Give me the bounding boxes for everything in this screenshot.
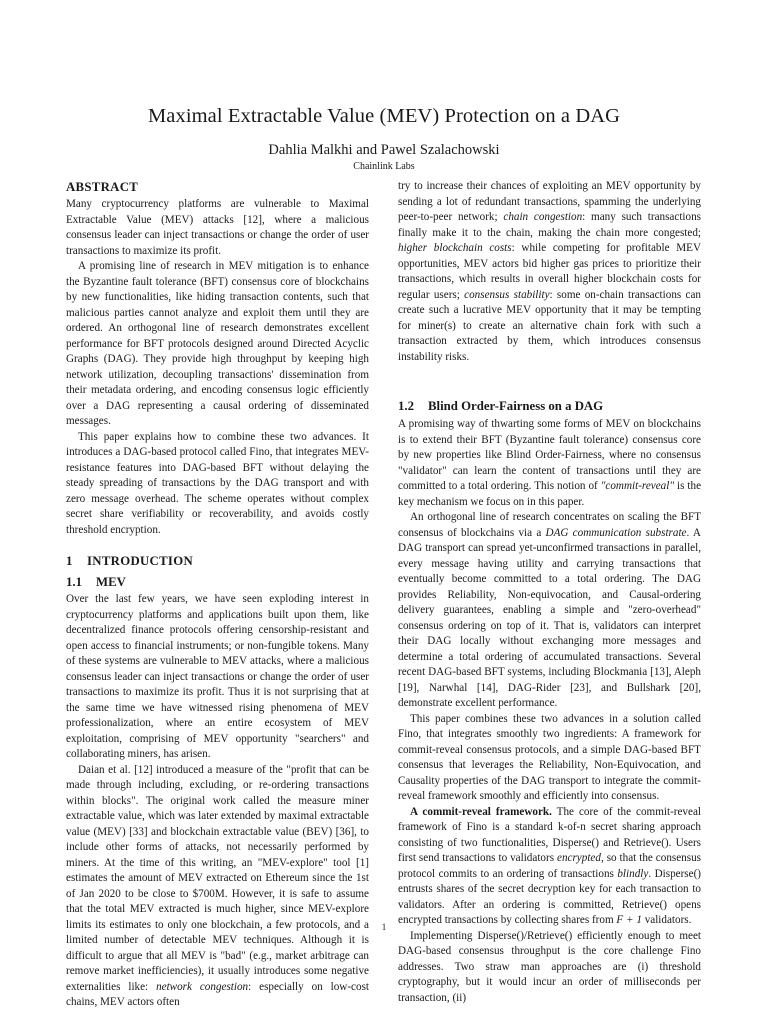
subsection-title: MEV [96, 575, 126, 589]
subsection-heading-mev [66, 574, 369, 591]
emphasis-text: DAG communication substrate [545, 526, 687, 539]
paragraph-lead: A commit-reveal framework. [410, 805, 552, 818]
body-paragraph: try to increase their chances of exploiting an MEV opportunity by sending a lot of redundant transactions, spamming the underlying peer-to-peer network; chain congestion: many such transactions finally make it to the chain, making the chain more congested; higher blockchain costs: while competing for profitable MEV opportunities, MEV actors bid higher gas prices to prioritize their transactions, which results in overall higher blockchain costs for regular users; consensus stability: some on-chain transactions can create such a lucrative MEV opportunity that it may be tempting for miner(s) to create an alternative chain fork with such a transaction extracted by them, which introduces consensus instability risks. [398, 180, 701, 363]
emphasis-text: network congestion [156, 980, 249, 993]
emphasis-text: chain congestion [503, 211, 583, 223]
subsection-number: 1.2 [398, 399, 414, 413]
abstract-paragraph: This paper explains how to combine these two advances. It introduces a DAG-based protocol called Fino, that integrates MEV-resistance features into DAG-based BFT without delaying the steady spreading of transactions by the DAG transport and with zero message overhead. The scheme operates without complex secret share verifiability or recoverability, and avoids costly threshold encryption. [66, 430, 369, 536]
page-number: 1 [381, 922, 387, 932]
body-paragraph: A promising way of thwarting some forms of MEV on blockchains is to extend their BFT (Byzantine fault tolerance) consensus core by new properties like Blind Order-Fairness, where no consensus "validator" can learn the content of transactions until they are committed to a total ordering. This notion of "commit-reveal" is the key mechanism we focus on in this paper. [398, 418, 702, 508]
section-heading-introduction [66, 553, 369, 570]
body-paragraph: Over the last few years, we have seen exploding interest in cryptocurrency platforms and applications built upon them, like decentralized finance protocols offering censorship-resistant and open access to financial instruments; or non-fungible tokens. Many of these systems are vulnerable to MEV attacks, where a malicious consensus leader can inject transactions or change the order of user transactions to maximize its profit. Thus it is not surprising that at the same time we have witnessed rising phenomena of MEV professionalization, where an entire ecosystem of MEV exploitation, comprising of MEV opportunity "searchers" and collaborating miners, has arisen. [66, 593, 369, 760]
abstract-paragraph: Many cryptocurrency platforms are vulnerable to Maximal Extractable Value (MEV) attacks [12], where a malicious consensus leader can inject transactions or change the order of user transactions to maximize its profit. [66, 198, 369, 257]
section-number: 1 [66, 554, 73, 568]
emphasis-text: blindly [617, 867, 649, 880]
section-title: INTRODUCTION [87, 554, 193, 568]
emphasis-text: higher blockchain costs [398, 242, 512, 254]
emphasis-text: "commit-reveal" [600, 480, 675, 492]
emphasis-text: consensus stability [464, 288, 550, 301]
abstract-paragraph: A promising line of research in MEV mitigation is to enhance the Byzantine fault tolerance (BFT) consensus core of blockchains by new functionalities, like hiding transaction contents, such that malicious parties cannot analyze and exploit them until they are ordered. An orthogonal line of research demonstrates excellent performance for BFT protocols designed around Directed Acyclic Graphs (DAG). They provide high throughput by keeping high network utilization, decoupling transactions' dissemination from their metadata ordering, and encoding consensus logic efficiently over a DAG representing a causal ordering of disseminated messages. [66, 260, 369, 427]
body-paragraph: An orthogonal line of research concentrates on scaling the BFT consensus of blockchains via a DAG communication substrate. A DAG transport can spread yet-unconfirmed transactions in parallel, every message having utility and carrying transactions that eventually become committed to a total ordering. The DAG provides Reliability, Non-equivocation, and Causal-ordering delivery guarantees, enabling a simple and "zero-overhead" consensus ordering on top of it. That is, validators can interpret their DAG locally without exchanging more messages and determine a total ordering of accumulated transactions. Several recent DAG-based BFT systems, including Blockmania [13], Aleph [19], Narwhal [14], DAG-Rider [23], and Bullshark [20], demonstrate excellent performance. [398, 511, 701, 709]
subsection-title: Blind Order-Fairness on a DAG [428, 399, 604, 413]
right-column [398, 179, 701, 1006]
emphasis-text: encrypted [557, 852, 601, 864]
paper-authors: Dahlia Malkhi and Pawel Szalachowski [268, 142, 500, 158]
math-expression: F + 1 [616, 914, 642, 926]
subsection-heading-blind-order-fairness [398, 398, 701, 415]
subsection-number: 1.1 [66, 575, 82, 589]
paper-title: Maximal Extractable Value (MEV) Protection on a DAG [147, 105, 621, 127]
body-paragraph: This paper combines these two advances in a solution called Fino, that integrates smoothly two ingredients: A framework for commit-reveal consensus protocols, and a simple DAG-based BFT consensus that leverages the Reliability, Non-Equivocation, and Causality properties of the DAG transport to integrate the commit-reveal framework smoothly and efficiently into consensus. [398, 712, 701, 802]
left-column [66, 179, 369, 1011]
body-paragraph: A commit-reveal framework. The core of the commit-reveal framework of Fino is a standard k-of-n secret sharing approach consisting of two functionalities, Disperse() and Retrieve(). Users first send transactions to validators encrypted, so that the consensus protocol commits to an ordering of transactions blindly. Disperse() entrusts shares of the secret decryption key for each transaction to validators. After an ordering is committed, Retrieve() opens encrypted transactions by collecting shares from F + 1 validators. [398, 805, 701, 926]
paper-affiliation: Chainlink Labs [353, 161, 415, 172]
body-paragraph: Daian et al. [12] introduced a measure of the "profit that can be made through including, excluding, or re-ordering transactions within blocks". The original work called the measure miner extractable value, which was later extended by maximal extractable value (MEV) [33] and blockchain extractable value (BEV) [36], to include other forms of attacks, not necessarily performed by miners. At the time of this writing, an "MEV-explore" tool [1] estimates the amount of MEV extracted on Ethereum since the 1st of Jan 2020 to be close to $700M. However, it is safe to assume that the total MEV extracted is much higher, since MEV-explore limits its estimates to only one blockchain, a few protocols, and a limited number of detectable MEV techniques. Although it is difficult to argue that all MEV is "bad" (e.g., market arbitrage can remove market inefficiencies), it usually introduces some negative externalities like: network congestion: especially on low-cost chains, MEV actors often [66, 763, 369, 1008]
body-paragraph: Implementing Disperse()/Retrieve() efficiently enough to meet DAG-based consensus throughput is the core challenge Fino addresses. Two straw man approaches are (i) threshold cryptography, but it would incur an order of milliseconds per transaction, (ii) [398, 929, 701, 1004]
abstract-heading: ABSTRACT [66, 180, 139, 194]
